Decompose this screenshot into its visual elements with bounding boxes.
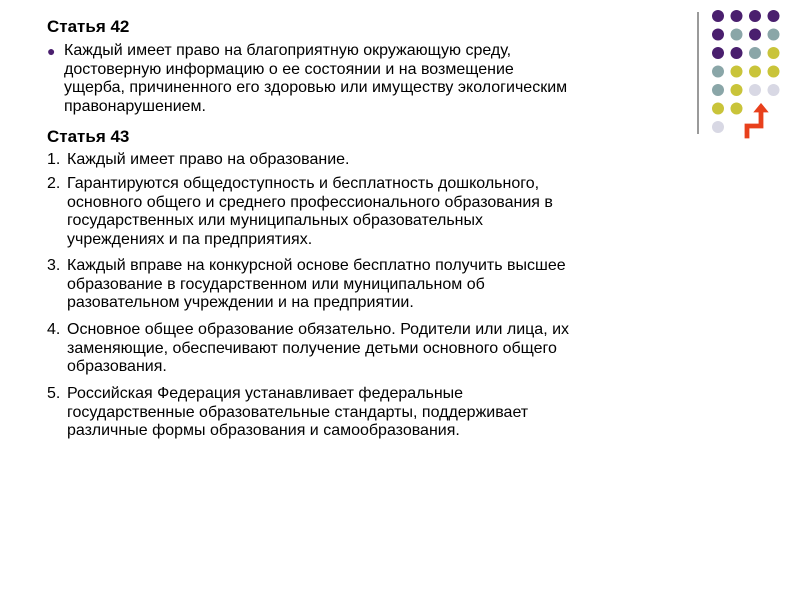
text-line: различные формы образования и самообразования.	[67, 422, 460, 439]
text-line: ущерба, причиненного его здоровью или имуществу экологическим	[64, 79, 568, 96]
decorative-dot	[712, 121, 724, 133]
article-43-item	[47, 385, 737, 441]
decorative-dot	[731, 66, 743, 78]
item-text	[67, 321, 737, 377]
item-text	[67, 257, 737, 313]
article-43-item	[47, 257, 737, 313]
article-43-item	[47, 321, 737, 377]
text-line: Каждый имеет право на образование.	[67, 151, 350, 168]
text-line: образование в государственном или муниципальном об	[67, 275, 485, 293]
decorative-dot	[731, 10, 743, 22]
decorative-dot	[749, 29, 761, 41]
decorative-dot	[768, 66, 780, 78]
text-line: правонарушением.	[64, 97, 206, 115]
article-43-item	[47, 151, 737, 170]
decorative-dot	[768, 84, 780, 96]
text-line: Российская Федерация устанавливает федеральные	[67, 385, 464, 402]
item-number: 5.	[47, 385, 61, 402]
text-line: Гарантируются общедоступность и бесплатность дошкольного,	[67, 175, 540, 192]
decorative-dot	[712, 47, 724, 59]
item-number: 4.	[47, 321, 61, 338]
bullet-dot-icon: ●	[47, 43, 56, 59]
decorative-dot	[712, 29, 724, 41]
decorative-dot	[749, 84, 761, 96]
text-line: Основное общее образование обязательно. Родители или лица, их	[67, 321, 570, 338]
article-42-bullet	[47, 42, 747, 116]
decorative-dot	[731, 47, 743, 59]
decorative-dot	[731, 84, 743, 96]
decorative-dot	[768, 29, 780, 41]
text-line: основного общего и среднего профессионального образования в	[67, 193, 553, 211]
bullet-text	[64, 42, 747, 116]
article-43-item	[47, 175, 737, 249]
decorative-dot	[768, 10, 780, 22]
decorative-dot	[749, 66, 761, 78]
item-text	[67, 385, 737, 441]
text-line: учреждениях и па предприятиях.	[67, 230, 313, 248]
decorative-dot	[731, 29, 743, 41]
decorative-dot	[749, 10, 761, 22]
decorative-dot	[712, 10, 724, 22]
text-line: государственные образовательные стандарты, поддерживает	[67, 403, 529, 421]
decorative-dot	[712, 103, 724, 115]
decorative-dot	[768, 47, 780, 59]
article-42-heading: Статья 42	[47, 17, 130, 36]
text-line: разовательном учреждении и на предприятии.	[67, 294, 414, 311]
text-line: достоверную информацию о ее состоянии и на возмещение	[64, 60, 514, 78]
item-number: 2.	[47, 175, 61, 192]
decorative-dot	[712, 84, 724, 96]
item-text	[67, 151, 737, 170]
text-line: образования.	[67, 358, 167, 375]
text-line: Каждый вправе на конкурсной основе бесплатно получить высшее	[67, 257, 566, 274]
corner-arrow-icon	[738, 99, 770, 139]
text-line: заменяющие, обеспечивают получение детьми основного общего	[67, 339, 557, 357]
item-text	[67, 175, 737, 249]
item-number: 1.	[47, 151, 61, 168]
item-number: 3.	[47, 257, 61, 274]
decorative-dot	[712, 66, 724, 78]
article-43-heading: Статья 43	[47, 127, 130, 146]
text-line: Каждый имеет право на благоприятную окружающую среду,	[64, 42, 512, 59]
text-line: государственных или муниципальных образовательных	[67, 212, 483, 229]
decorative-dot	[749, 47, 761, 59]
